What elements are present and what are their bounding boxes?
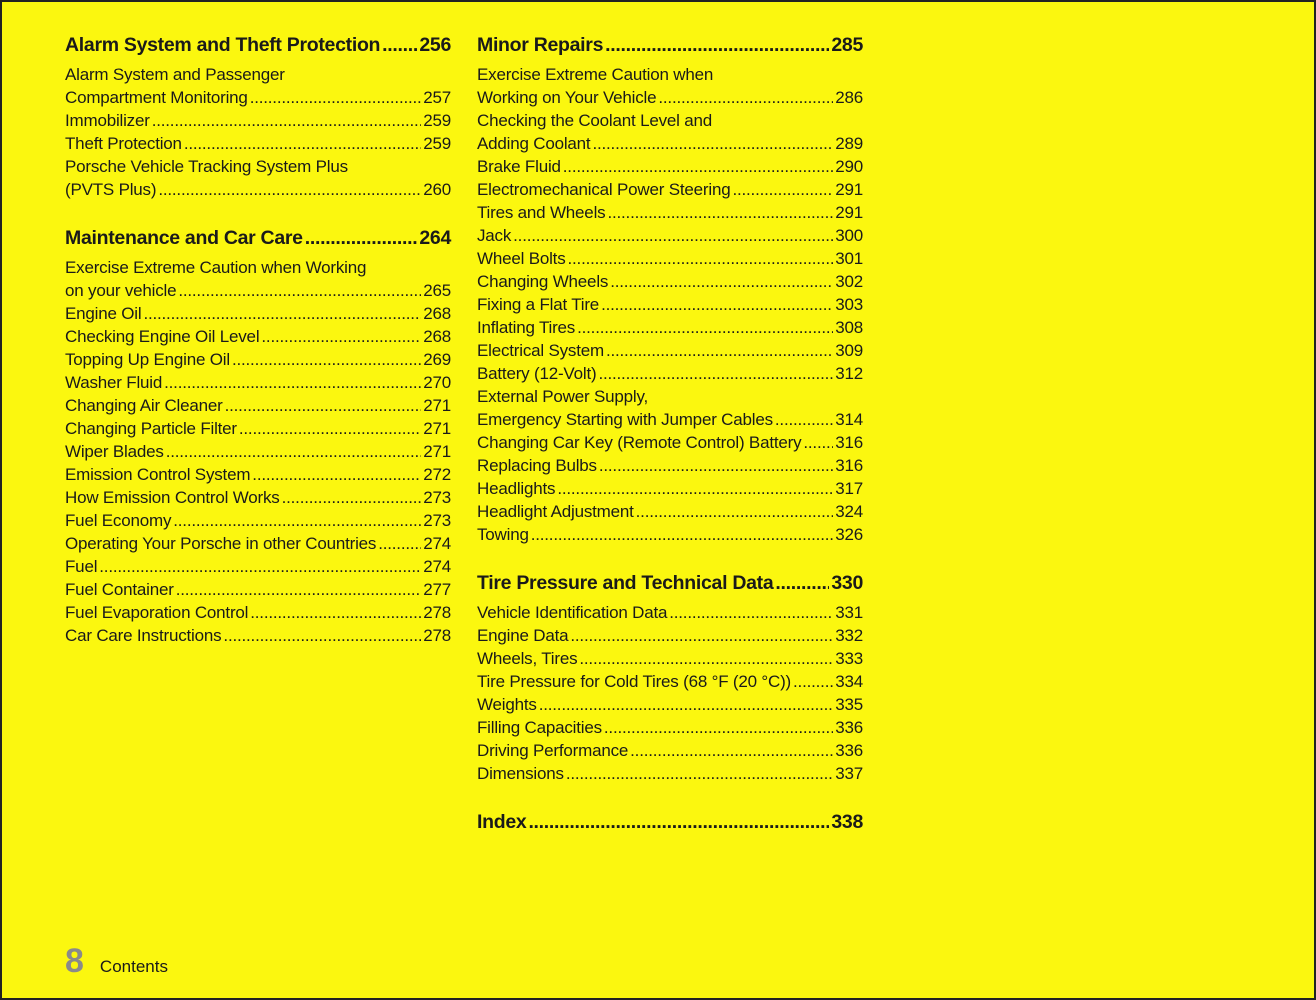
toc-entry-line [65, 86, 451, 109]
toc-entry-line [65, 63, 451, 86]
entry-title: Exercise Extreme Caution when [477, 65, 714, 84]
entry-title: Wheels, Tires [477, 649, 578, 668]
entry-title: Car Care Instructions [65, 626, 222, 645]
dot-leader [598, 362, 833, 385]
toc-entry[interactable] [477, 316, 863, 339]
entry-title: Operating Your Porsche in other Countries [65, 534, 377, 553]
entry-title: Exercise Extreme Caution when Working [65, 258, 367, 277]
toc-entry[interactable] [477, 339, 863, 362]
dot-leader [732, 178, 833, 201]
toc-entry-line [65, 624, 451, 647]
toc-entry-line [65, 601, 451, 624]
toc-entry[interactable] [65, 578, 451, 601]
toc-entry[interactable] [477, 431, 863, 454]
dot-leader [607, 201, 833, 224]
toc-section [65, 32, 451, 201]
entry-page-number: 290 [835, 157, 863, 176]
entry-title: Brake Fluid [477, 157, 561, 176]
dot-leader [599, 454, 833, 477]
entry-page-number: 326 [835, 525, 863, 544]
toc-entry-line [65, 256, 451, 279]
toc-entry[interactable] [477, 247, 863, 270]
section-page-number: 330 [831, 572, 863, 594]
entry-page-number: 268 [423, 304, 451, 323]
toc-entry[interactable] [65, 155, 451, 201]
toc-entry-line [477, 201, 863, 224]
toc-entry[interactable] [65, 601, 451, 624]
toc-entry[interactable] [477, 693, 863, 716]
toc-entry-line [477, 178, 863, 201]
section-heading[interactable] [65, 32, 451, 59]
entry-title: Tire Pressure for Cold Tires (68 °F (20 °C)) [477, 672, 792, 691]
dot-leader [610, 270, 833, 293]
entry-page-number: 286 [835, 88, 863, 107]
dot-leader [658, 86, 833, 109]
toc-entry[interactable] [65, 509, 451, 532]
toc-entry-line [65, 109, 451, 132]
toc-entry-line [477, 339, 863, 362]
entry-title: (PVTS Plus) [65, 180, 157, 199]
toc-entry[interactable] [477, 500, 863, 523]
toc-entry[interactable] [65, 302, 451, 325]
toc-entry-line [477, 477, 863, 500]
toc-entry[interactable] [477, 155, 863, 178]
toc-entry-line [477, 63, 863, 86]
dot-leader [793, 670, 833, 693]
toc-entry[interactable] [65, 394, 451, 417]
entry-page-number: 260 [423, 180, 451, 199]
entry-title: Emission Control System [65, 465, 251, 484]
toc-entry-line [65, 509, 451, 532]
toc-entry-line [65, 486, 451, 509]
dot-leader [605, 32, 829, 59]
entry-title: Changing Particle Filter [65, 419, 237, 438]
entry-page-number: 274 [423, 534, 451, 553]
toc-entry-line [65, 279, 451, 302]
toc-entry-line [477, 624, 863, 647]
entry-page-number: 274 [423, 557, 451, 576]
entry-page-number: 300 [835, 226, 863, 245]
toc-entry-line [477, 293, 863, 316]
entry-title: Porsche Vehicle Tracking System Plus [65, 157, 348, 176]
dot-leader [223, 624, 421, 647]
toc-entry-line [477, 670, 863, 693]
toc-entry-line [477, 316, 863, 339]
dot-leader [158, 178, 421, 201]
toc-entry[interactable] [65, 256, 451, 302]
dot-leader [601, 293, 833, 316]
toc-section [65, 225, 451, 647]
toc-entry-line [65, 371, 451, 394]
entry-page-number: 268 [423, 327, 451, 346]
toc-entry[interactable] [65, 417, 451, 440]
toc-entry[interactable] [65, 371, 451, 394]
entry-page-number: 334 [835, 672, 863, 691]
dot-leader [225, 394, 422, 417]
entry-page-number: 336 [835, 741, 863, 760]
toc-entry[interactable] [477, 762, 863, 785]
entry-title: Electrical System [477, 341, 604, 360]
section-page-number: 256 [419, 34, 451, 56]
page-footer [65, 942, 168, 981]
entry-page-number: 336 [835, 718, 863, 737]
entry-page-number: 272 [423, 465, 451, 484]
toc-entry[interactable] [477, 178, 863, 201]
dot-leader [636, 500, 834, 523]
dot-leader [184, 132, 421, 155]
toc-entry-line [477, 270, 863, 293]
toc-section [477, 809, 863, 836]
entry-page-number: 259 [423, 134, 451, 153]
toc-entry-line [477, 500, 863, 523]
dot-leader [577, 316, 833, 339]
toc-entry-line [65, 555, 451, 578]
entry-title: Working on Your Vehicle [477, 88, 657, 107]
entry-page-number: 332 [835, 626, 863, 645]
entry-page-number: 289 [835, 134, 863, 153]
entry-page-number: 291 [835, 180, 863, 199]
section-page-number: 264 [419, 227, 451, 249]
toc-entry[interactable] [65, 325, 451, 348]
toc-entry-line [65, 348, 451, 371]
toc-entry[interactable] [477, 523, 863, 546]
entry-title: Fuel Economy [65, 511, 172, 530]
entry-page-number: 265 [423, 281, 451, 300]
toc-entry-line [477, 647, 863, 670]
entry-title: Tires and Wheels [477, 203, 606, 222]
toc-entry-line [477, 408, 863, 431]
toc-entry-line [65, 394, 451, 417]
dot-leader [669, 601, 833, 624]
entry-page-number: 335 [835, 695, 863, 714]
toc-entry[interactable] [477, 647, 863, 670]
toc-entry-line [477, 431, 863, 454]
dot-leader [305, 225, 418, 252]
section-page-number: 338 [831, 811, 863, 833]
entry-page-number: 257 [423, 88, 451, 107]
dot-leader [164, 371, 421, 394]
toc-entry[interactable] [65, 555, 451, 578]
toc-entry-line [477, 86, 863, 109]
entry-page-number: 271 [423, 419, 451, 438]
dot-leader [176, 578, 422, 601]
dot-leader [775, 408, 833, 431]
dot-leader [99, 555, 421, 578]
section-heading[interactable] [477, 570, 863, 597]
entry-title: Changing Car Key (Remote Control) Battery [477, 433, 802, 452]
toc-entry[interactable] [477, 739, 863, 762]
dot-leader [568, 247, 834, 270]
entry-page-number: 308 [835, 318, 863, 337]
dot-leader [604, 716, 833, 739]
section-heading[interactable] [477, 32, 863, 59]
entry-page-number: 273 [423, 488, 451, 507]
dot-leader [531, 523, 834, 546]
dot-leader [566, 762, 833, 785]
toc-entry[interactable] [477, 109, 863, 155]
entry-page-number: 302 [835, 272, 863, 291]
entry-title: Weights [477, 695, 537, 714]
toc-entry-line [65, 302, 451, 325]
entry-title: Dimensions [477, 764, 564, 783]
toc-entry-line [477, 693, 863, 716]
toc-entry[interactable] [65, 532, 451, 555]
entry-page-number: 270 [423, 373, 451, 392]
toc-entry-line [477, 362, 863, 385]
entry-title: Changing Wheels [477, 272, 609, 291]
entry-page-number: 271 [423, 442, 451, 461]
contents-column-left [65, 32, 451, 671]
toc-entry-line [477, 224, 863, 247]
entry-page-number: 269 [423, 350, 451, 369]
dot-leader [557, 477, 833, 500]
toc-entry[interactable] [477, 362, 863, 385]
entry-title: Fuel [65, 557, 98, 576]
toc-entry[interactable] [477, 293, 863, 316]
dot-leader [606, 339, 833, 362]
entry-title: Fuel Evaporation Control [65, 603, 249, 622]
toc-entry[interactable] [477, 201, 863, 224]
section-title-text: Maintenance and Car Care [65, 227, 303, 249]
section-title-text: Tire Pressure and Technical Data [477, 572, 774, 594]
entry-page-number: 317 [835, 479, 863, 498]
dot-leader [382, 32, 417, 59]
entry-page-number: 333 [835, 649, 863, 668]
page-number: 8 [65, 942, 84, 980]
toc-entry[interactable] [477, 63, 863, 109]
entry-title: Headlight Adjustment [477, 502, 634, 521]
entry-title: Adding Coolant [477, 134, 591, 153]
toc-entry-line [477, 762, 863, 785]
dot-leader [539, 693, 834, 716]
entry-title: Theft Protection [65, 134, 182, 153]
entry-title: Alarm System and Passenger [65, 65, 285, 84]
dot-leader [378, 532, 421, 555]
entry-title: Topping Up Engine Oil [65, 350, 230, 369]
entry-title: Changing Air Cleaner [65, 396, 223, 415]
toc-entry[interactable] [477, 716, 863, 739]
toc-entry[interactable] [477, 224, 863, 247]
entry-page-number: 337 [835, 764, 863, 783]
entry-title: Battery (12-Volt) [477, 364, 597, 383]
toc-entry-line [65, 532, 451, 555]
entry-page-number: 314 [835, 410, 863, 429]
entry-page-number: 324 [835, 502, 863, 521]
dot-leader [250, 601, 421, 624]
toc-entry[interactable] [65, 440, 451, 463]
toc-entry[interactable] [477, 477, 863, 500]
toc-entry-line [65, 578, 451, 601]
entry-title: Jack [477, 226, 512, 245]
toc-entry-line [477, 132, 863, 155]
entry-title: Headlights [477, 479, 556, 498]
dot-leader [252, 463, 421, 486]
entry-page-number: 301 [835, 249, 863, 268]
contents-column-right [477, 32, 863, 860]
entry-title: Replacing Bulbs [477, 456, 597, 475]
toc-entry[interactable] [65, 624, 451, 647]
entry-title: Checking Engine Oil Level [65, 327, 260, 346]
dot-leader [173, 509, 421, 532]
toc-entry-line [65, 155, 451, 178]
toc-entry-line [65, 440, 451, 463]
entry-title: Wheel Bolts [477, 249, 566, 268]
toc-entry-line [65, 178, 451, 201]
section-heading[interactable] [477, 809, 863, 836]
entry-title: Driving Performance [477, 741, 629, 760]
toc-entry[interactable] [477, 270, 863, 293]
entry-title: Electromechanical Power Steering [477, 180, 731, 199]
toc-entry-line [65, 132, 451, 155]
entry-page-number: 316 [835, 433, 863, 452]
toc-entry-line [65, 325, 451, 348]
dot-leader [166, 440, 422, 463]
toc-section [477, 32, 863, 546]
toc-entry[interactable] [65, 109, 451, 132]
entry-page-number: 273 [423, 511, 451, 530]
entry-title: Inflating Tires [477, 318, 576, 337]
toc-entry-line [477, 716, 863, 739]
toc-section [477, 570, 863, 785]
toc-entry[interactable] [65, 486, 451, 509]
toc-entry[interactable] [477, 624, 863, 647]
toc-entry[interactable] [477, 385, 863, 431]
dot-leader [152, 109, 422, 132]
entry-title: External Power Supply, [477, 387, 649, 406]
dot-leader [563, 155, 833, 178]
entry-page-number: 303 [835, 295, 863, 314]
entry-title: Checking the Coolant Level and [477, 111, 712, 130]
entry-title: Fuel Container [65, 580, 174, 599]
dot-leader [775, 570, 829, 597]
footer-label: Contents [99, 957, 168, 976]
entry-page-number: 309 [835, 341, 863, 360]
dot-leader [513, 224, 833, 247]
dot-leader [239, 417, 421, 440]
entry-title: Engine Oil [65, 304, 142, 323]
dot-leader [579, 647, 833, 670]
entry-page-number: 316 [835, 456, 863, 475]
entry-title: Engine Data [477, 626, 569, 645]
toc-entry-line [477, 155, 863, 178]
entry-title: Filling Capacities [477, 718, 602, 737]
dot-leader [250, 86, 422, 109]
entry-title: Immobilizer [65, 111, 150, 130]
entry-page-number: 277 [423, 580, 451, 599]
entry-title: How Emission Control Works [65, 488, 280, 507]
entry-page-number: 278 [423, 626, 451, 645]
section-title-text: Index [477, 811, 527, 833]
dot-leader [592, 132, 833, 155]
entry-page-number: 271 [423, 396, 451, 415]
dot-leader [143, 302, 421, 325]
entry-page-number: 291 [835, 203, 863, 222]
dot-leader [630, 739, 833, 762]
entry-title: Washer Fluid [65, 373, 163, 392]
toc-entry[interactable] [65, 63, 451, 109]
entry-title: Towing [477, 525, 529, 544]
entry-page-number: 312 [835, 364, 863, 383]
section-title-text: Alarm System and Theft Protection [65, 34, 381, 56]
toc-entry[interactable] [65, 132, 451, 155]
entry-page-number: 278 [423, 603, 451, 622]
toc-entry-line [477, 454, 863, 477]
toc-entry[interactable] [477, 454, 863, 477]
toc-entry[interactable] [477, 601, 863, 624]
toc-entry-line [65, 417, 451, 440]
dot-leader [232, 348, 421, 371]
toc-entry-line [477, 523, 863, 546]
dot-leader [528, 809, 829, 836]
entry-title: Vehicle Identification Data [477, 603, 668, 622]
entry-title: Compartment Monitoring [65, 88, 248, 107]
entry-title: Wiper Blades [65, 442, 164, 461]
toc-entry-line [477, 247, 863, 270]
toc-entry-line [477, 739, 863, 762]
entry-page-number: 331 [835, 603, 863, 622]
toc-entry[interactable] [65, 348, 451, 371]
entry-page-number: 259 [423, 111, 451, 130]
toc-entry-line [65, 463, 451, 486]
dot-leader [261, 325, 421, 348]
entry-title: Fixing a Flat Tire [477, 295, 600, 314]
dot-leader [178, 279, 421, 302]
dot-leader [803, 431, 833, 454]
toc-entry[interactable] [65, 463, 451, 486]
entry-title: Emergency Starting with Jumper Cables [477, 410, 773, 429]
dot-leader [570, 624, 833, 647]
section-heading[interactable] [65, 225, 451, 252]
section-page-number: 285 [831, 34, 863, 56]
toc-entry[interactable] [477, 670, 863, 693]
toc-entry-line [477, 385, 863, 408]
entry-title: on your vehicle [65, 281, 177, 300]
toc-entry-line [477, 601, 863, 624]
dot-leader [282, 486, 422, 509]
section-title-text: Minor Repairs [477, 34, 604, 56]
toc-entry-line [477, 109, 863, 132]
